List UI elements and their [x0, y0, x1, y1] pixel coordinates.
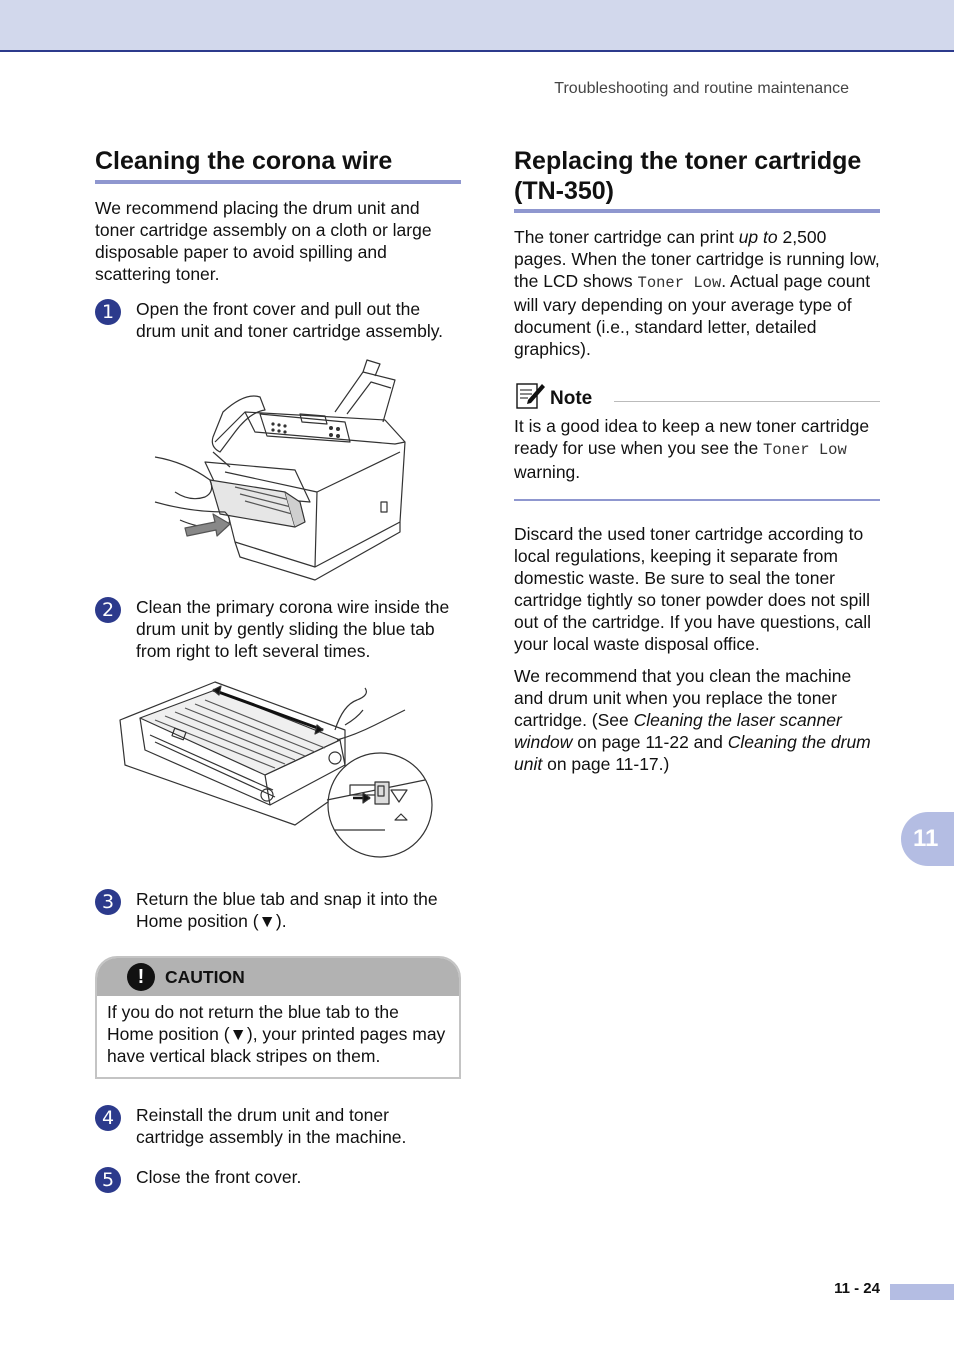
lcd-message: Toner Low	[637, 274, 722, 292]
toner-intro	[514, 226, 880, 360]
title-line-2: (TN-350)	[514, 177, 615, 205]
exclamation-icon: !	[127, 963, 155, 991]
step-2	[95, 596, 461, 662]
note-text	[514, 415, 880, 483]
corona-wire-cleaning-figure	[95, 680, 461, 870]
cross-reference: Cleaning the drum unit	[514, 732, 871, 774]
cross-reference: Cleaning the laser scanner window	[514, 710, 842, 752]
left-column	[95, 146, 461, 1193]
text-run: It is a good idea to keep a new toner cartridge ready for use when you see the	[514, 416, 870, 458]
text-run: on page 11-22 and	[572, 732, 728, 752]
top-band	[0, 0, 954, 52]
cleaning-reference-paragraph	[514, 665, 880, 775]
page-number: 11 - 24	[834, 1280, 880, 1297]
step-4	[95, 1104, 461, 1148]
step-text: Clean the primary corona wire inside the drum unit by gently sliding the blue tab from right to left several times.	[136, 597, 450, 661]
text-run: . Actual page count will vary depending on your average type of document (i.e., standard letter, detailed graphics).	[514, 271, 871, 359]
note-rule-line	[614, 401, 880, 402]
title-rule	[514, 209, 880, 213]
note-title: Note	[550, 388, 593, 409]
disposal-paragraph: Discard the used toner cartridge according to local regulations, keeping it separate from domestic waste. Be sure to seal the toner cartridge tightly so toner powder does not spill out of the cartridge. If you have questions, call your local waste disposal office.	[514, 524, 872, 654]
text-run: on page 11-17.)	[542, 754, 670, 774]
section-title-toner	[514, 146, 880, 206]
chapter-tab: 11	[901, 812, 954, 866]
title-rule	[95, 180, 461, 184]
caution-box	[95, 956, 461, 1079]
step-3	[95, 888, 461, 932]
title-line-1: Replacing the toner cartridge	[514, 147, 862, 175]
step-number: 1	[95, 299, 121, 325]
text-run: warning.	[514, 462, 581, 482]
step-text: Open the front cover and pull out the drum unit and toner cartridge assembly.	[136, 299, 444, 341]
corona-intro: We recommend placing the drum unit and toner cartridge assembly on a cloth or large disposable paper to avoid spilling and scattering toner.	[95, 198, 432, 284]
step-number: 5	[95, 1167, 121, 1193]
caution-text: If you do not return the blue tab to the Home position (▼), your printed pages may have vertical black stripes on them.	[107, 1002, 446, 1066]
step-number: 3	[95, 889, 121, 915]
printer-drum-removal-figure	[95, 352, 461, 582]
text-run: We recommend that you clean the machine and drum unit when you replace the toner cartridge. (See	[514, 666, 852, 730]
step-text: Close the front cover.	[136, 1167, 302, 1187]
page-number-bar	[890, 1284, 954, 1300]
section-title-corona: Cleaning the corona wire	[95, 147, 393, 175]
right-column	[514, 146, 880, 775]
note-pencil-icon	[514, 380, 546, 410]
caution-title: CAUTION	[165, 966, 245, 987]
text-run: 2,500 pages. When the toner cartridge is running low, the LCD shows	[514, 227, 880, 291]
step-number: 4	[95, 1105, 121, 1131]
running-head: Troubleshooting and routine maintenance	[554, 80, 849, 97]
lcd-message: Toner Low	[763, 441, 847, 459]
step-5	[95, 1166, 461, 1193]
emphasis: up to	[738, 227, 778, 247]
step-1	[95, 298, 461, 342]
caution-header	[97, 958, 459, 996]
text-run: The toner cartridge can print	[514, 227, 739, 247]
step-text: Reinstall the drum unit and toner cartridge assembly in the machine.	[136, 1105, 407, 1147]
step-number: 2	[95, 597, 121, 623]
step-text: Return the blue tab and snap it into the Home position (▼).	[136, 889, 438, 931]
note-header	[514, 380, 880, 410]
note-bottom-rule	[514, 499, 880, 501]
